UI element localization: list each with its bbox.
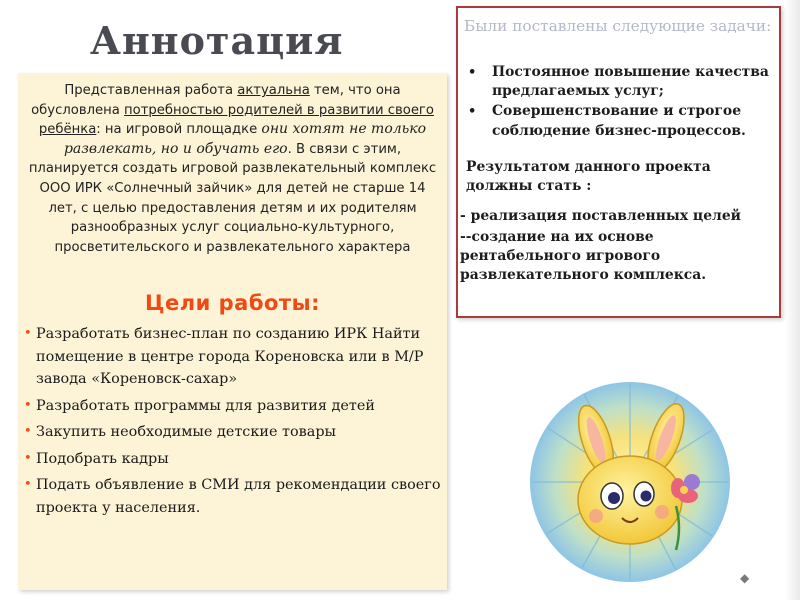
goal-text: Подобрать кадры xyxy=(36,450,169,467)
left-pupil xyxy=(608,492,620,504)
goal-text: Закупить необходимые детские товары xyxy=(36,424,337,440)
intro-italic: они хотят не только развлекать, но и обучать его xyxy=(63,121,427,157)
intro-paragraph xyxy=(28,81,437,257)
bullet-icon: • xyxy=(468,65,477,80)
tasks-list xyxy=(464,63,776,142)
result-line-2: --создание на их основе рентабельного игрового развлекательного комплекса. xyxy=(460,229,707,284)
tasks-heading: Были поставлены следующие задачи: xyxy=(464,17,772,35)
intro-underline-1: актуальна xyxy=(237,83,310,98)
goal-item xyxy=(24,395,444,418)
left-cheek xyxy=(589,509,603,523)
tasks-panel xyxy=(456,6,781,318)
annotation-panel xyxy=(18,73,447,590)
goal-text: Подать объявление в СМИ для рекомендации своего проекта у населения. xyxy=(36,477,441,516)
goal-text: Разработать бизнес-план по созданию ИРК Найти помещение в центре города Кореновска или в М/Р завода «Кореновск-сахар» xyxy=(36,326,424,387)
intro-text-4: . В связи с этим, планируется создать игровой развлекательный комплекс ООО ИРК «Солнечный зайчик» для детей не старше 14 лет, с целью предоставления детям и их родителям разнообразных услуг социально-культурного, просветительского и развлекательного характера xyxy=(28,141,437,255)
result-line-1: - реализация поставленных целей xyxy=(460,208,741,224)
goals-list xyxy=(24,323,444,523)
goal-item xyxy=(24,448,444,471)
bullet-icon: • xyxy=(24,397,32,413)
bullet-icon: • xyxy=(24,424,32,439)
task-item xyxy=(464,63,776,101)
bunny-svg xyxy=(526,378,734,586)
bunny-head xyxy=(578,456,682,544)
goal-item xyxy=(24,474,444,519)
bullet-icon: • xyxy=(24,477,32,492)
task-text: Совершенствование и строгое соблюдение бизнес-процессов. xyxy=(492,103,746,139)
bullet-icon: • xyxy=(468,104,477,120)
page-title: Аннотация xyxy=(90,18,344,63)
result-heading: Результатом данного проекта должны стать : xyxy=(466,159,711,195)
sunny-bunny-illustration xyxy=(526,378,734,586)
intro-underline-2: потребностью родителей в развитии своего ребёнка xyxy=(38,102,434,138)
goal-item xyxy=(24,323,444,391)
task-text: Постоянное повышение качества предлагаемых услуг; xyxy=(492,64,769,100)
nav-dot-icon[interactable]: ◆ xyxy=(740,571,750,585)
bullet-icon: • xyxy=(24,450,32,466)
intro-text-3: : на игровой площадке xyxy=(96,122,262,138)
slide-edge-shadow xyxy=(785,0,800,600)
bullet-icon: • xyxy=(24,326,32,341)
goal-text: Разработать программы для развития детей xyxy=(36,397,375,414)
intro-text-2: тем, что она обусловлена xyxy=(31,83,401,118)
goals-title: Цели работы: xyxy=(145,291,320,315)
goal-item xyxy=(24,421,444,444)
intro-text-1: Представленная работа xyxy=(64,83,238,98)
right-cheek xyxy=(655,505,669,519)
right-pupil xyxy=(641,491,652,502)
task-item xyxy=(464,102,776,140)
